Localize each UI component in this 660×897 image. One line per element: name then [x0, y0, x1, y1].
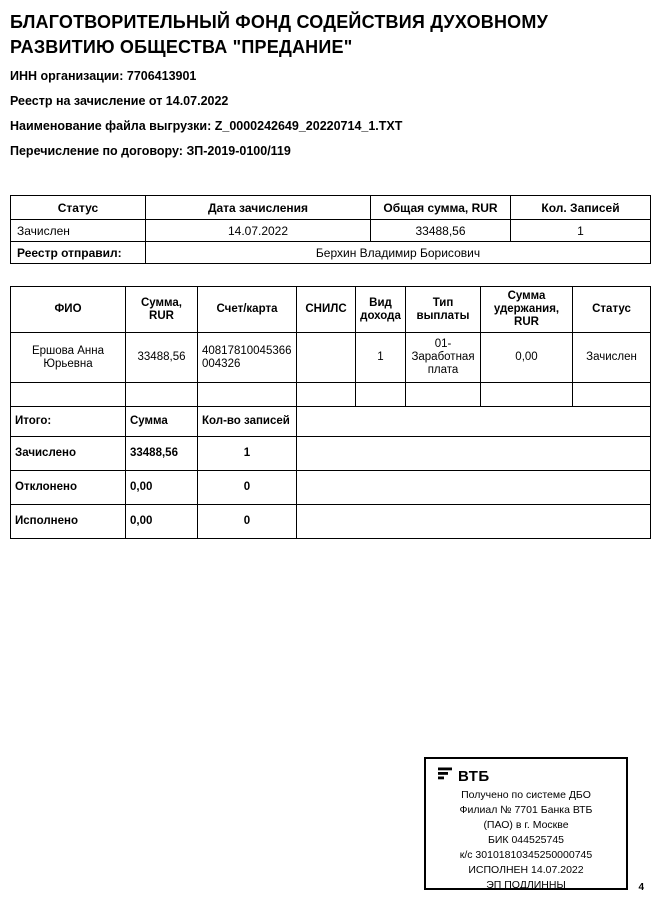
stamp-text [426, 788, 626, 897]
cell-amount: 33488,56 [126, 333, 198, 383]
totals-label: Итого: [11, 407, 126, 437]
totals-col-count: Кол-во записей [198, 407, 297, 437]
detail-header-income-type: Вид дохода [356, 287, 406, 333]
summary-header-date: Дата зачисления [146, 196, 371, 220]
empty-cell [198, 383, 297, 407]
totals-empty-cell [297, 437, 651, 471]
empty-cell [406, 383, 481, 407]
stamp-line: к/с 30101810345250000745 [459, 849, 593, 861]
totals-row-rejected [11, 471, 651, 505]
detail-header-fio: ФИО [11, 287, 126, 333]
sender-value: Берхин Владимир Борисович [146, 242, 651, 264]
stamp-line: БИК 044525745 [487, 834, 565, 846]
summary-sender-row [11, 242, 651, 264]
detail-header-snils: СНИЛС [297, 287, 356, 333]
totals-row-credited [11, 437, 651, 471]
detail-empty-row [11, 383, 651, 407]
cell-fio: Ершова Анна Юрьевна [11, 333, 126, 383]
totals-executed-count: 0 [198, 505, 297, 539]
totals-rejected-amount: 0,00 [126, 471, 198, 505]
summary-cell-count: 1 [511, 220, 651, 242]
totals-rejected-label: Отклонено [11, 471, 126, 505]
empty-cell [297, 383, 356, 407]
summary-data-row [11, 220, 651, 242]
cell-income-type: 1 [356, 333, 406, 383]
stamp-line: ЭП ПОДЛИННЫ [486, 879, 566, 891]
detail-header-status: Статус [573, 287, 651, 333]
stamp-line: Филиал № 7701 Банка ВТБ [459, 804, 593, 816]
totals-empty-cell [297, 407, 651, 437]
detail-header-withholding: Сумма удержания, RUR [481, 287, 573, 333]
empty-cell [356, 383, 406, 407]
totals-rejected-count: 0 [198, 471, 297, 505]
totals-header-row [11, 407, 651, 437]
bank-name: ВТБ [458, 767, 490, 785]
cell-payment-type: 01-Заработная плата [406, 333, 481, 383]
detail-header-payment-type: Тип выплаты [406, 287, 481, 333]
registry-date-line: Реестр на зачисление от 14.07.2022 [10, 94, 229, 108]
totals-credited-count: 1 [198, 437, 297, 471]
totals-credited-label: Зачислено [11, 437, 126, 471]
empty-cell [11, 383, 126, 407]
stamp-line: (ПАО) в г. Москве [483, 819, 569, 831]
detail-header-amount: Сумма, RUR [126, 287, 198, 333]
totals-empty-cell [297, 471, 651, 505]
summary-cell-status: Зачислен [11, 220, 146, 242]
cell-snils [297, 333, 356, 383]
contract-line: Перечисление по договору: ЗП-2019-0100/119 [10, 144, 291, 158]
page-number: 4 [638, 882, 644, 893]
totals-executed-amount: 0,00 [126, 505, 198, 539]
empty-cell [573, 383, 651, 407]
bank-stamp [424, 757, 628, 890]
summary-header-row [11, 196, 651, 220]
empty-cell [126, 383, 198, 407]
totals-empty-cell [297, 505, 651, 539]
detail-header-row [11, 287, 651, 333]
detail-header-account: Счет/карта [198, 287, 297, 333]
detail-table [10, 286, 651, 539]
totals-row-executed [11, 505, 651, 539]
summary-header-status: Статус [11, 196, 146, 220]
cell-withholding: 0,00 [481, 333, 573, 383]
totals-col-amount: Сумма [126, 407, 198, 437]
totals-credited-amount: 33488,56 [126, 437, 198, 471]
summary-header-count: Кол. Записей [511, 196, 651, 220]
export-file-line: Наименование файла выгрузки: Z_0000242649_20220714_1.TXT [10, 119, 403, 133]
summary-header-total: Общая сумма, RUR [371, 196, 511, 220]
cell-status: Зачислен [573, 333, 651, 383]
cell-account: 40817810045366004326 [198, 333, 297, 383]
detail-data-row [11, 333, 651, 383]
empty-cell [481, 383, 573, 407]
org-inn-line: ИНН организации: 7706413901 [10, 69, 197, 83]
stamp-line: Получено по системе ДБО [461, 789, 591, 801]
summary-table [10, 195, 651, 264]
stamp-line: ИСПОЛНЕН 14.07.2022 [468, 864, 584, 876]
summary-cell-date: 14.07.2022 [146, 220, 371, 242]
totals-executed-label: Исполнено [11, 505, 126, 539]
sender-label: Реестр отправил: [11, 242, 146, 264]
page-title: БЛАГОТВОРИТЕЛЬНЫЙ ФОНД СОДЕЙСТВИЯ ДУХОВНОМУ РАЗВИТИЮ ОБЩЕСТВА "ПРЕДАНИЕ" [10, 12, 548, 57]
vtb-wing-icon [438, 767, 454, 785]
summary-cell-total: 33488,56 [371, 220, 511, 242]
vtb-logo [426, 759, 626, 788]
